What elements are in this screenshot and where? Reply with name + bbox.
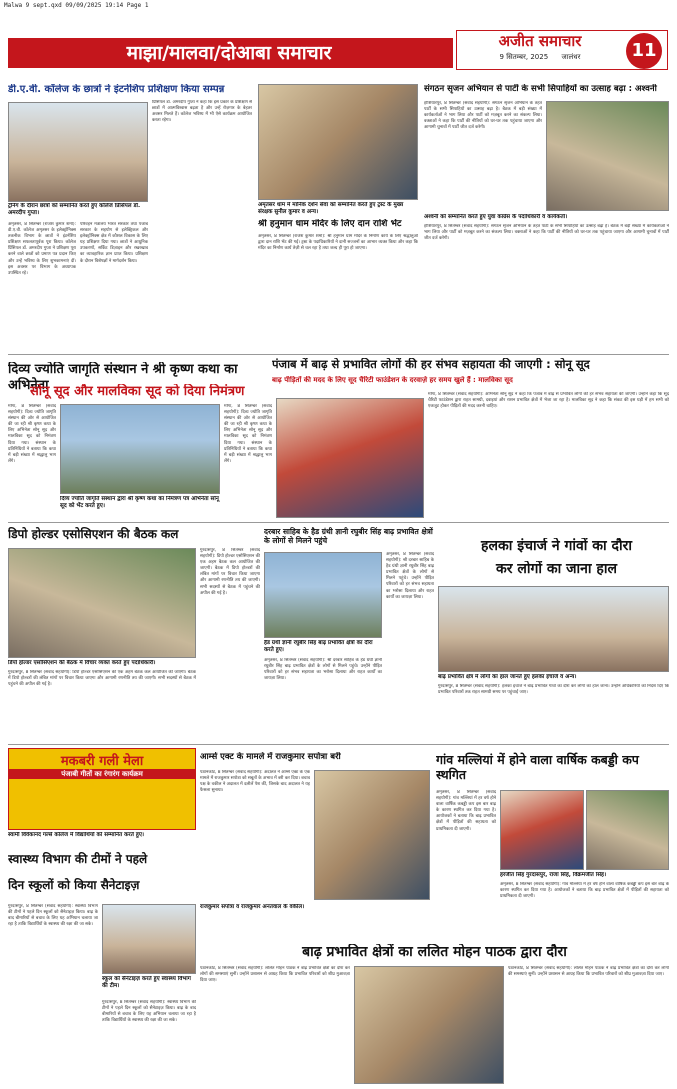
dateline xyxy=(470,53,610,62)
swasthya-body-more: गुरदासपुर, 8 सितम्बर (संवाद सहयोगी): स्वास्थ्य विभाग की टीमों ने पहले दिन स्कूलों को सैनेटाइज़ किया। बाढ़ के बाद बीमारियों से बचाव के लिए यह अभियान चलाया जा रहा है ताकि विद्यार्थियों के स्वास्थ्य की रक्षा की जा सके। xyxy=(102,1000,196,1024)
divya-body-more: मोगा, 8 सितम्बर (संवाद सहयोगी): दिव्य ज्योति जागृति संस्थान की ओर से आयोजित की जा रही श्री कृष्ण कथा के लिए अभिनेता सोनू सूद और मालविका सूद को निमंत्रण दिया गया। संस्थान के प्रतिनिधियों ने बताया कि कथा में बड़ी संख्या में श्रद्धालु भाग लेंगे। xyxy=(224,404,272,464)
dav-photo xyxy=(8,102,148,202)
darbar-body: अमृतसर, 8 सितम्बर (संवाद सहयोगी): श्री दरबार साहिब के हैड ग्रंथी ज्ञानी रघुबीर सिंह बाढ़ प्रभावित क्षेत्रों के लोगों से मिलने पहुंचे। उन्होंने पीड़ित परिवारों को हर संभव सहायता का भरोसा दिलाया और राहत कार्यों का जायज़ा लिया। xyxy=(386,552,434,600)
kabaddi-photo-2 xyxy=(586,790,669,870)
dav-headline: डी.ए.वी. कॉलेज के छात्रों ने इंटर्नशिप प्रशिक्षण किया सम्पन्न xyxy=(8,84,225,95)
halka-photo xyxy=(438,586,669,672)
halka-headline-2: कर लोगों का जाना हाल xyxy=(496,561,617,577)
divider xyxy=(8,744,669,745)
dav-body-col1: अमृतसर, 8 सितम्बर (राजेश कुमार शर्मा): डी.ए.वी. कॉलेज अमृतसर के इलेक्ट्रॉनिक्स तकनीक विभाग के छात्रों ने इंटर्नशिप प्रशिक्षण सफलतापूर्वक पूरा किया। कॉलेज प्रिंसिपल डॉ. अमरदीप गुप्ता ने प्रशिक्षण पूरा करने वाले छात्रों को प्रमाण पत्र प्रदान किए और उन्हें भविष्य के लिए शुभकामनाएं दीं। इस अवसर पर विभाग के अध्यापक उपस्थित रहे। xyxy=(8,222,76,276)
kabaddi-body: अमृतसर, 8 सितम्बर (संवाद सहयोगी): गांव मल्लियां में हर वर्ष होने वाला वार्षिक कबड्डी कप इस बार बाढ़ के कारण स्थगित कर दिया गया है। आयोजकों ने बताया कि बाढ़ प्रभावित क्षेत्रों में पीड़ितों की सहायता को प्राथमिकता दी जाएगी। xyxy=(436,790,496,832)
halka-caption: बाढ़ प्रभावित क्षेत्र में लोगों का हाल जानते हुए हलका इंचार्ज व अन्य। xyxy=(438,674,577,680)
arms-body: पठानकोट, 8 सितम्बर (संवाद सहयोगी): अदालत ने आर्म्स एक्ट के एक मामले में राजकुमार सपोत्रा को सबूतों के अभाव में बरी कर दिया। बचाव पक्ष के वकील ने अदालत में दलीलें पेश कीं, जिसके बाद अदालत ने यह फैसला सुनाया। xyxy=(200,770,310,794)
advertisement xyxy=(8,748,196,830)
divya-headline-2: सोनू सूद और मालविका सूद को दिया निमंत्रण xyxy=(30,384,245,399)
arms-photo xyxy=(314,770,430,900)
divya-caption: दिव्य ज्योति जागृति संस्थान द्वारा श्री कृष्ण कथा का निमंत्रण पत्र अभिनेता सोनू सूद को भेंट करते हुए। xyxy=(60,496,219,509)
arms-caption: राजकुमार सपोत्रा व राजकुमार अनतवाल के वकील। xyxy=(200,904,305,910)
darbar-headline: दरबार साहिब के हैड ग्रंथी ज्ञानी रघुबीर सिंह बाढ़ प्रभावित क्षेत्रों के लोगों से मिलने पहुंचे xyxy=(264,527,433,545)
sonu-photo xyxy=(276,398,424,518)
sonu-headline: पंजाब में बाढ़ से प्रभावित लोगों की हर संभव सहायता की जाएगी : सोनू सूद xyxy=(272,358,590,371)
sangathan-photo xyxy=(546,101,669,211)
darbar-caption: हैड ग्रंथी ज्ञानी रघुबीर सिंह बाढ़ प्रभावित क्षेत्रों का दौरा करते हुए। xyxy=(264,640,373,653)
ad-title: मकबरी गली मेला xyxy=(60,754,144,769)
depot-caption: डिपो होल्डर एसोसिएशन की बैठक में विचार व्यक्त करते हुए पदाधिकारी। xyxy=(8,660,156,666)
sangathan-body-more: होशियारपुर, 8 सितम्बर (संवाद सहयोगी): संगठन सृजन अभियान के तहत पार्टी के सभी सिपाहियों का उत्साह बढ़ा है। बैठक में बड़ी संख्या में कार्यकर्ताओं ने भाग लिया और पार्टी को मज़बूत करने का संकल्प लिया। वक्ताओं ने कहा कि पार्टी की नीतियों को घर-घर तक पहुंचाया जाएगा और आगामी चुनावों में पार्टी जीत दर्ज करेगी। xyxy=(424,224,669,242)
dav-body-col2: परिवहन मंत्रालय भारत सरकार तथा पंजाब सरकार के सहयोग से इलेक्ट्रिकल और इलेक्ट्रॉनिक्स क्षेत्र में कौशल विकास के लिए यह प्रशिक्षण दिया गया। छात्रों ने आधुनिक उपकरणों, सर्किट डिज़ाइन और रखरखाव का व्यावहारिक ज्ञान प्राप्त किया। प्रशिक्षण के दौरान विशेषज्ञों ने मार्गदर्शन किया। xyxy=(80,222,148,264)
halka-headline-1: हलका इंचार्ज ने गांवों का दौरा xyxy=(481,538,632,554)
swasthya-caption: स्कूल को सैनेटाइज़ करते हुए स्वास्थ्य विभाग की टीम। xyxy=(102,976,191,989)
hanuman-caption: अमृतसर धाम में मानिक दर्शन सेवा को सम्मानित करते हुए ट्रस्ट के मुख्य संरक्षक सुनील कुमार व अन्य। xyxy=(258,202,404,215)
sangathan-caption: अश्वनी को सम्मानित करते हुए युवा कांग्रेस के पदाधिकारी व कार्यकर्ता। xyxy=(424,214,568,220)
kabaddi-body-more: अमृतसर, 8 सितम्बर (संवाद सहयोगी): गांव मल्लियां में हर वर्ष होने वाला वार्षिक कबड्डी कप इस बार बाढ़ के कारण स्थगित कर दिया गया है। आयोजकों ने बताया कि बाढ़ प्रभावित क्षेत्रों में पीड़ितों की सहायता को प्राथमिकता दी जाएगी। xyxy=(500,882,669,900)
depot-photo xyxy=(8,548,196,658)
hanuman-body: अमृतसर, 8 सितम्बर (राजेश कुमार शर्मा): श्री हनुमान धाम मंदिर के निर्माण कार्य के लिए श्रद्धालुओं द्वारा दान राशि भेंट की गई। ट्रस्ट के पदाधिकारियों ने दानी सज्जनों का आभार व्यक्त किया और कहा कि मंदिर का निर्माण कार्य तेज़ी से चल रहा है तथा जल्द ही पूरा हो जाएगा। xyxy=(258,234,418,252)
page-number: 11 xyxy=(626,33,662,69)
kabaddi-photo-1 xyxy=(500,790,584,870)
issue-city: जालंधर xyxy=(561,53,581,61)
dav-caption: ट्रेनिंग के दौरान छात्रों को सम्मानित करते हुए कॉलेज प्रिंसिपल डॉ. अमरदीप गुप्ता। xyxy=(8,203,141,216)
ad-caption: स्वामी विवेकानंद गर्ल्स कॉलेज में विद्यार्थियों को सम्मानित करते हुए। xyxy=(8,832,145,838)
hanuman-headline: श्री हनुमान धाम मंदिर के लिए दान राशि भेंट xyxy=(258,219,402,229)
sonu-subhead: बाढ़ पीड़ितों की मदद के लिए सूद चैरिटी फाउंडेशन के दरवाज़े हर समय खुले हैं : मालविका सूद xyxy=(272,376,513,384)
darbar-body-more: अमृतसर, 8 सितम्बर (संवाद सहयोगी): श्री दरबार साहिब के हैड ग्रंथी ज्ञानी रघुबीर सिंह बाढ़ प्रभावित क्षेत्रों के लोगों से मिलने पहुंचे। उन्होंने पीड़ित परिवारों को हर संभव सहायता का भरोसा दिलाया और राहत कार्यों का जायज़ा लिया। xyxy=(264,658,382,682)
sonu-body: मोगा, 8 सितम्बर (संवाद सहयोगी): अभिनेता सोनू सूद ने कहा कि पंजाब में बाढ़ से प्रभावित लोगों की हर संभव सहायता की जाएगी। उन्होंने कहा कि सूद चैरिटी फाउंडेशन द्वारा राहत सामग्री, दवाइयां और राशन प्रभावित क्षेत्रों में भेजा जा रहा है। मालविका सूद ने कहा कि संकट की इस घड़ी में हम सभी को एकजुट होकर पीड़ितों की मदद करनी चाहिए। xyxy=(428,392,669,410)
kabaddi-headline: गांव मल्लियां में होने वाला वार्षिक कबड्डी कप स्थगित xyxy=(436,752,639,782)
divider xyxy=(8,522,669,523)
depot-body: गुरदासपुर, 8 सितम्बर (संवाद सहयोगी): डिपो होल्डर एसोसिएशन की एक अहम बैठक कल आयोजित की जाएगी। बैठक में डिपो होल्डरों की लंबित मांगों पर विचार किया जाएगा और आगामी रणनीति तय की जाएगी। सभी सदस्यों से बैठक में पहुंचने की अपील की गई है। xyxy=(8,670,196,688)
divya-photo xyxy=(60,404,220,494)
divya-headline-1: दिव्य ज्योति जागृति संस्थान ने श्री कृष्ण कथा का अभिनेता xyxy=(8,362,238,393)
kabaddi-caption: हरजीत सिंह गुरदासपुर, राजा सिंह, विक्रमजीत सिंह। xyxy=(500,872,607,878)
divya-body: मोगा, 8 सितम्बर (संवाद सहयोगी): दिव्य ज्योति जागृति संस्थान की ओर से आयोजित की जा रही श्री कृष्ण कथा के लिए अभिनेता सोनू सूद और मालविका सूद को निमंत्रण दिया गया। संस्थान के प्रतिनिधियों ने बताया कि कथा में बड़ी संख्या में श्रद्धालु भाग लेंगे। xyxy=(8,404,56,464)
swasthya-body: गुरदासपुर, 8 सितम्बर (संवाद सहयोगी): स्वास्थ्य विभाग की टीमों ने पहले दिन स्कूलों को सैनेटाइज़ किया। बाढ़ के बाद बीमारियों से बचाव के लिए यह अभियान चलाया जा रहा है ताकि विद्यार्थियों के स्वास्थ्य की रक्षा की जा सके। xyxy=(8,904,98,928)
divider xyxy=(8,354,669,355)
swasthya-headline-1: स्वास्थ्य विभाग की टीमों ने पहले xyxy=(8,852,148,866)
depot-headline: डिपो होल्डर एसोसिएशन की बैठक कल xyxy=(8,527,179,541)
issue-date: 9 सितम्बर, 2025 xyxy=(499,53,549,61)
swasthya-photo xyxy=(102,904,196,974)
lalit-body: पठानकोट, 8 सितम्बर (संवाद सहयोगी): ललित मोहन पाठक ने बाढ़ प्रभावित क्षेत्रों का दौरा कर लोगों की समस्याएं सुनीं। उन्होंने प्रशासन से आग्रह किया कि प्रभावित परिवारों को शीघ्र मुआवज़ा दिया जाए। xyxy=(200,966,350,984)
lalit-photo xyxy=(354,966,504,1084)
ad-subtitle: पंजाबी गीतों का रंगारंग कार्यक्रम xyxy=(9,769,195,779)
sangathan-headline: संगठन सृजन अभियान से पार्टी के सभी सिपाहियों का उत्साह बढ़ा : अश्वनी xyxy=(424,84,657,94)
arms-headline: आर्म्स एक्ट के मामले में राजकुमार सपोत्रा बरी xyxy=(200,752,341,762)
lalit-body-more: पठानकोट, 8 सितम्बर (संवाद सहयोगी): ललित मोहन पाठक ने बाढ़ प्रभावित क्षेत्रों का दौरा कर लोगों की समस्याएं सुनीं। उन्होंने प्रशासन से आग्रह किया कि प्रभावित परिवारों को शीघ्र मुआवज़ा दिया जाए। xyxy=(508,966,669,978)
halka-body: गुरदासपुर, 8 सितम्बर (संवाद सहयोगी): हलका इंचार्ज ने बाढ़ प्रभावित गांवों का दौरा कर लोगों का हाल जाना। उन्होंने अधिकारियों को निर्देश दिए कि प्रभावित परिवारों तक राहत सामग्री समय पर पहुंचाई जाए। xyxy=(438,684,669,696)
section-title: माझा/मालवा/दोआबा समाचार xyxy=(126,42,332,64)
swasthya-headline-2: दिन स्कूलों को किया सैनेटाइज़ xyxy=(8,878,140,892)
darbar-photo xyxy=(264,552,382,638)
paper-name: अजीत समाचार xyxy=(498,32,582,50)
lalit-headline: बाढ़ प्रभावित क्षेत्रों का ललित मोहन पाठक द्वारा दौरा xyxy=(302,944,567,960)
pdf-header-bar: Malwa 9 sept.qxd 09/09/2025 19:14 Page 1 xyxy=(4,2,149,9)
depot-body-more: गुरदासपुर, 8 सितम्बर (संवाद सहयोगी): डिपो होल्डर एसोसिएशन की एक अहम बैठक कल आयोजित की जाएगी। बैठक में डिपो होल्डरों की लंबित मांगों पर विचार किया जाएगा और आगामी रणनीति तय की जाएगी। सभी सदस्यों से बैठक में पहुंचने की अपील की गई है। xyxy=(200,548,260,596)
hanuman-photo xyxy=(258,84,418,200)
sangathan-body: होशियारपुर, 8 सितम्बर (संवाद सहयोगी): संगठन सृजन अभियान के तहत पार्टी के सभी सिपाहियों का उत्साह बढ़ा है। बैठक में बड़ी संख्या में कार्यकर्ताओं ने भाग लिया और पार्टी को मज़बूत करने का संकल्प लिया। वक्ताओं ने कहा कि पार्टी की नीतियों को घर-घर तक पहुंचाया जाएगा और आगामी चुनावों में पार्टी जीत दर्ज करेगी। xyxy=(424,101,542,131)
dav-body-col3: प्रिंसिपल डॉ. अमरदीप गुप्ता ने कहा कि इस प्रकार के प्रशिक्षण से छात्रों में आत्मविश्वास बढ़ता है और उन्हें रोज़गार के बेहतर अवसर मिलते हैं। कॉलेज भविष्य में भी ऐसे कार्यक्रम आयोजित करता रहेगा। xyxy=(152,100,252,124)
